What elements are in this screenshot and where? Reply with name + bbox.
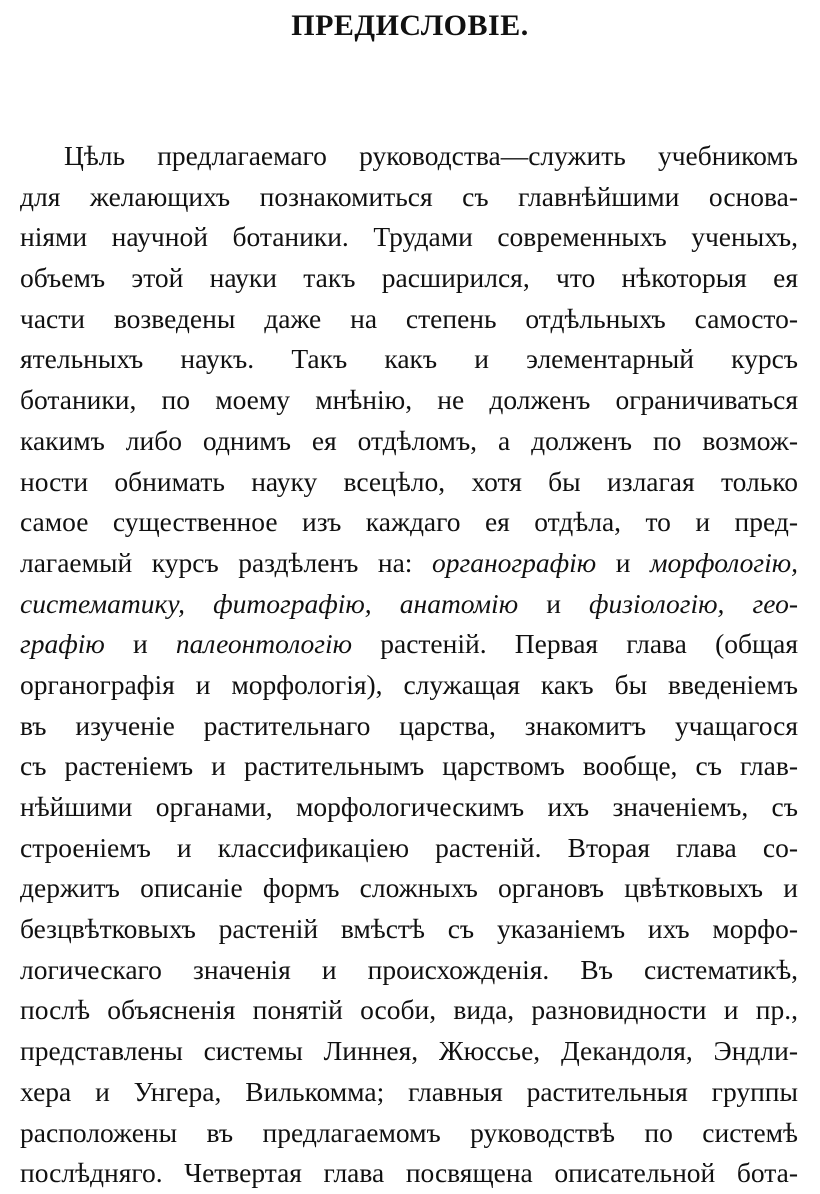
preface-body [20, 136, 798, 1194]
text-run: строеніемъ и классификаціею растеній. Вторая глава со- [20, 831, 798, 863]
text-run: самое существенное изъ каждаго ея отдѣла, то и пред- [20, 506, 798, 538]
text-line [20, 380, 798, 421]
text-line [20, 665, 798, 706]
text-run: части возведены даже на степень отдѣльныхъ самосто- [20, 302, 798, 334]
text-run: и [596, 546, 650, 578]
text-line [20, 502, 798, 543]
page-title: ПРЕДИСЛОВІЕ. [291, 9, 529, 42]
text-run: растеній. Первая глава (общая [352, 628, 798, 660]
text-run: послѣдняго. Четвертая глава посвящена описательной бота- [20, 1157, 798, 1189]
italic-term: фитографію, [213, 587, 372, 619]
text-run: органографія и морфологія), служащая какъ бы введеніемъ [20, 668, 798, 700]
text-run: логическаго значенія и происхожденія. Въ систематикѣ, [20, 953, 798, 985]
text-line [20, 258, 798, 299]
italic-term: палеонтологію [175, 628, 353, 660]
italic-term: гео- [752, 587, 799, 619]
text-line [20, 217, 798, 258]
text-line [20, 1113, 798, 1154]
text-run: объемъ этой науки такъ расширился, что нѣкоторыя ея [20, 262, 798, 294]
text-line [20, 746, 798, 787]
text-line [20, 706, 798, 747]
text-run [185, 588, 213, 619]
text-run: съ растеніемъ и растительнымъ царствомъ вообще, съ глав- [20, 750, 798, 782]
text-line [20, 909, 798, 950]
text-run: и [104, 628, 176, 660]
text-run: хера и Унгера, Вилькомма; главныя растительныя группы [20, 1075, 798, 1107]
italic-term: физіологію, [589, 587, 725, 619]
text-run: Цѣль предлагаемаго руководства—служить учебникомъ [64, 140, 798, 171]
text-run: и [518, 587, 590, 619]
text-run: послѣ объясненія понятій особи, вида, разновидности и пр., [20, 994, 798, 1026]
text-line [20, 462, 798, 503]
text-line [20, 624, 798, 665]
text-line [20, 828, 798, 869]
text-line [20, 339, 798, 380]
text-run: ботаники, по моему мнѣнію, не долженъ ограничиваться [20, 384, 798, 416]
text-line [20, 299, 798, 340]
text-run: ности обнимать науку всецѣло, хотя бы излагая только [20, 465, 798, 497]
italic-term: морфологію, [650, 546, 798, 578]
italic-term: анатомію [399, 587, 519, 619]
text-run: лагаемый курсъ раздѣленъ на: [20, 546, 433, 578]
text-line [20, 584, 798, 625]
text-line [20, 543, 798, 584]
text-line [20, 950, 798, 991]
text-run: держитъ описаніе формъ сложныхъ органовъ цвѣтковыхъ и [20, 872, 798, 904]
text-run: представлены системы Линнея, Жюссье, Декандоля, Эндли- [20, 1035, 798, 1067]
text-run: безцвѣтковыхъ растеній вмѣстѣ съ указаніемъ ихъ морфо- [20, 913, 798, 945]
text-line [20, 787, 798, 828]
text-run [372, 588, 400, 619]
text-line [20, 868, 798, 909]
text-line [20, 1031, 798, 1072]
text-run: ніями научной ботаники. Трудами современныхъ ученыхъ, [20, 221, 798, 253]
text-line [20, 990, 798, 1031]
text-run: въ изученіе растительнаго царства, знакомитъ учащагося [20, 709, 798, 741]
text-line [20, 421, 798, 462]
italic-term: графію [20, 628, 105, 660]
italic-term: органографію [432, 546, 597, 578]
text-line [20, 1072, 798, 1113]
text-run: нѣйшими органами, морфологическимъ ихъ значеніемъ, съ [20, 791, 798, 822]
text-run: ятельныхъ наукъ. Такъ какъ и элементарный курсъ [20, 343, 798, 375]
text-run: для желающихъ познакомиться съ главнѣйшими основа- [20, 180, 798, 212]
text-line [20, 136, 798, 177]
text-run [724, 588, 752, 619]
italic-term: систематику, [20, 587, 186, 619]
text-run: расположены въ предлагаемомъ руководствѣ по системѣ [20, 1116, 798, 1148]
text-line [20, 177, 798, 218]
text-run: какимъ либо однимъ ея отдѣломъ, а долженъ по возмож- [20, 424, 798, 456]
